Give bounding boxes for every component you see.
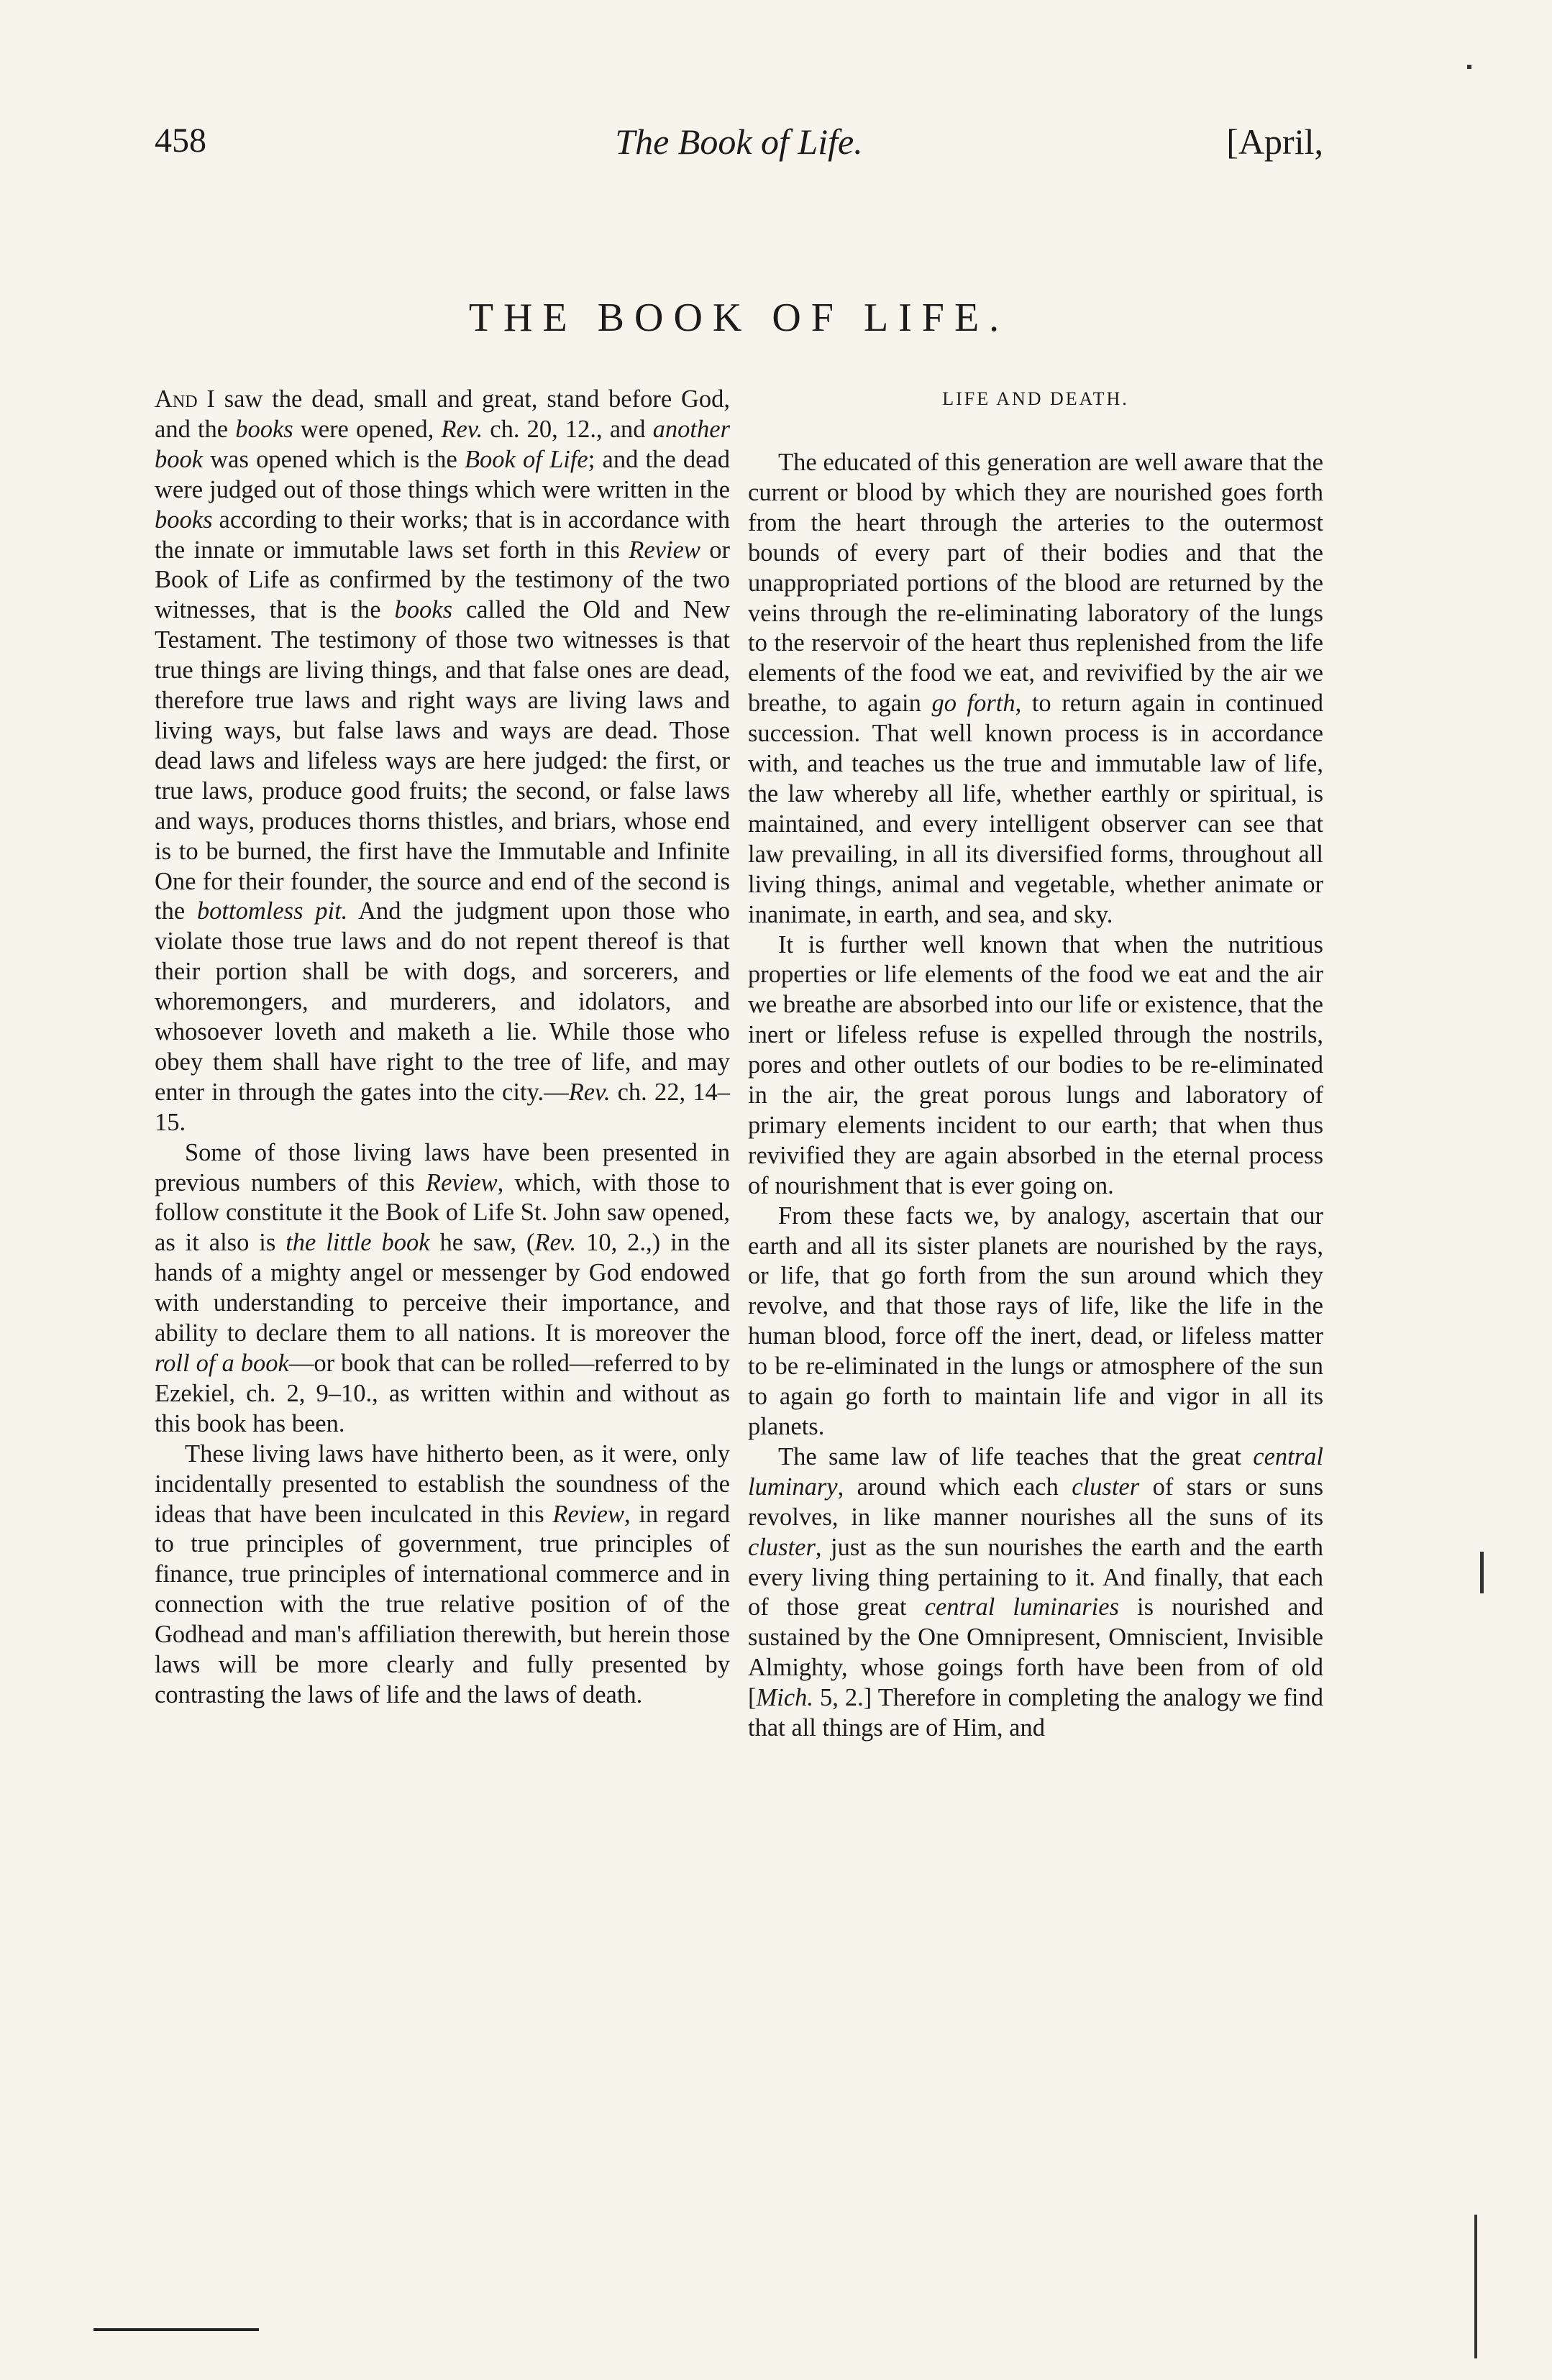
article-title: THE BOOK OF LIFE. [468,296,1010,340]
paragraph: It is further well known that when the nutritious properties or life elements of the food we eat and the air we breathe are absorbed into our life or existence, that the inert or lifeless refuse is expelled through the nostrils, pores and other outlets of our bodies to be re-eliminated in the air, the great porous lungs and laboratory of primary elements incident to our earth; that when thus revivified they are again absorbed in the eternal process of nourishment that is ever going on. [748,930,1323,1199]
paragraph: These living laws have hitherto been, as it were, only incidentally presented to establish the soundness of the ideas that have been inculcated in this Review, in regard to true principles of government, true principles of finance, true principles of international commerce and in connection with the true relative position of of the Godhead and man's affiliation therewith, but herein those laws will be more clearly and fully presented by contrasting the laws of life and the laws of death. [155,1440,730,1708]
page-number: 458 [155,122,206,160]
running-title: The Book of Life. [615,122,863,162]
margin-mark [1467,65,1471,69]
margin-mark [1480,1552,1484,1593]
paragraph: And I saw the dead, small and great, stand before God, and the books were opened, Rev. ch. 20, 12., and another book was opened which is the Book of Life; and the dead were judged out of those things which were written in the books according to their works; that is in accordance with the innate or immutable laws set forth in this Review or Book of Life as confirmed by the testimony of the two witnesses, that is the books called the Old and New Testament. The testimony of those two witnesses is that true things are living things, and that false ones are dead, therefore true laws and right ways are living laws and living ways, but false laws and ways are dead. Those dead laws and lifeless ways are here judged: the first, or true laws, produce good fruits; the second, or false laws and ways, produces thorns thistles, and briars, whose end is to be burned, the first have the Immutable and Infinite One for their founder, the source and end of the second is the bottomless pit. And the judgment upon those who violate those true laws and do not repent thereof is that their portion shall be with dogs, and sorcerers, and whoremongers, and murderers, and idolators, and whosoever loveth and maketh a lie. While those who obey them shall have right to the tree of life, and may enter in through the gates into the city.—Rev. ch. 22, 14–15. [155,385,731,1136]
section-heading: LIFE AND DEATH. [942,388,1129,409]
margin-mark [1474,2215,1477,2358]
left-column [155,385,730,1711]
right-column [748,385,1323,1744]
bottom-rule [93,2328,259,2331]
paragraph: The same law of life teaches that the great central luminary, around which each cluster of stars or suns revolves, in like manner nourishes all the suns of its cluster, just as the sun nourishes the earth and the earth every living thing pertaining to it. And finally, that each of those great central luminaries is nourished and sustained by the One Omnipresent, Omniscient, Invisible Almighty, whose goings forth have been from of old [Mich. 5, 2.] Therefore in completing the analogy we find that all things are of Him, and [748,1442,1324,1742]
paragraph: Some of those living laws have been presented in previous numbers of this Review, which, with those to follow constitute it the Book of Life St. John saw opened, as it also is the little book he saw, (Rev. 10, 2.,) in the hands of a mighty angel or messenger by God endowed with understanding to perceive their importance, and ability to declare them to all nations. It is moreover the roll of a book—or book that can be rolled—referred to by Ezekiel, ch. 2, 9–10., as written within and without as this book has been. [155,1138,731,1437]
running-head [155,121,1323,171]
paragraph: From these facts we, by analogy, ascertain that our earth and all its sister planets are nourished by the rays, or life, that go forth from the sun around which they revolve, and that those rays of life, like the life in the human blood, force off the inert, dead, or lifeless matter to be re-eliminated in the lungs or atmosphere of the sun to again go forth to maintain life and vigor in all its planets. [748,1202,1323,1440]
paragraph: The educated of this generation are well aware that the current or blood by which they are nourished goes forth from the heart through the arteries to the outermost bounds of every part of their bodies and that the unappropriated portions of the blood are returned by the veins through the re-eliminating laboratory of the lungs to the reservoir of the heart thus replenished from the life elements of the food we eat, and revivified by the air we breathe, to again go forth, to return again in continued succession. That well known process is in accordance with, and teaches us the true and immutable law of life, the law whereby all life, whether earthly or spiritual, is maintained, and every intelligent observer can see that law prevailing, in all its diversified forms, throughout all living things, animal and vegetable, whether animate or inanimate, in earth, and sea, and sky. [748,449,1323,928]
running-date: [April, [1226,122,1323,162]
